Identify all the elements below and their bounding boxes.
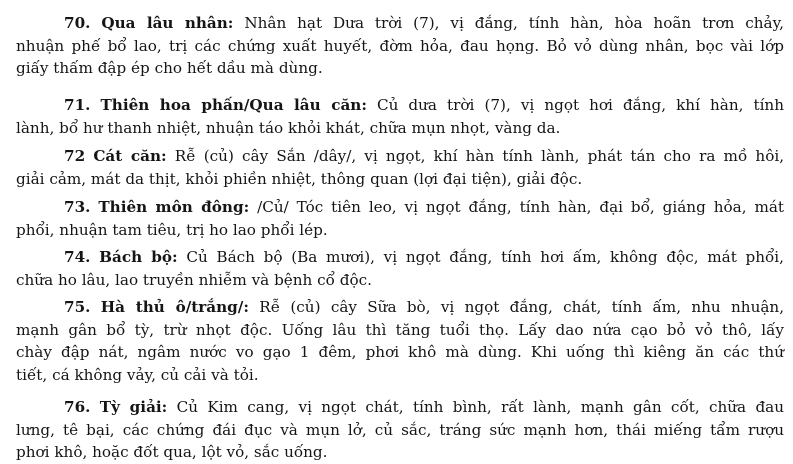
- entry-term: Cát căn:: [93, 147, 167, 165]
- entry-text: Rễ (củ) cây Sữa bò, vị ngọt đắng, chát, tính ấm, nhu nhuận,: [259, 298, 785, 316]
- entry-text: /Củ/ Tóc tiên leo, vị ngọt đắng, tính hàn, đại bổ, giáng hỏa, mát: [257, 198, 785, 216]
- entry-first-line: [16, 94, 784, 117]
- entry-text: giấy thấm đập ép cho hết dầu mà dùng.: [16, 59, 323, 78]
- entry-text: chữa ho lâu, lao truyền nhiễm và bệnh cổ độc.: [16, 270, 372, 289]
- entry-text: phổi, nhuận tam tiêu, trị ho lao phổi lép.: [16, 220, 328, 239]
- entry-term: Qua lâu nhân:: [101, 14, 234, 32]
- entry-first-line: [16, 145, 784, 168]
- entry-number: 74.: [64, 248, 91, 266]
- entry-text: mạnh gân bổ tỳ, trừ nhọt độc. Uống lâu thì tăng tuổi thọ. Lấy dao nứa cạo bỏ vỏ thô, lấy: [16, 320, 784, 339]
- entry-text: Củ Bách bộ (Ba mươi), vị ngọt đắng, tính hơi ấm, không độc, mát phổi,: [186, 248, 784, 266]
- entry-number: 70.: [64, 14, 91, 32]
- entry-70: [16, 12, 784, 80]
- entry-text: lưng, tê bại, các chứng đái đục và mụn lở, củ sắc, tráng sức mạnh hơn, thái miếng tẩm rượu: [16, 420, 784, 439]
- entry-first-line: [16, 12, 784, 35]
- entry-first-line: [16, 396, 784, 419]
- entry-term: Tỳ giải:: [99, 398, 168, 416]
- entry-text: phơi khô, hoặc đốt qua, lột vỏ, sắc uống.: [16, 443, 328, 462]
- entry-text: lành, bổ hư thanh nhiệt, nhuận táo khỏi khát, chữa mụn nhọt, vàng da.: [16, 118, 561, 137]
- entry-term: Thiên hoa phấn/Qua lâu căn:: [100, 96, 367, 114]
- entry-73: [16, 196, 784, 241]
- entry-text: nhuận phế bổ lao, trị các chứng xuất huyết, đờm hỏa, đau họng. Bỏ vỏ dùng nhân, bọc vài lớp: [16, 36, 784, 55]
- entry-72: [16, 145, 784, 190]
- entry-number: 72: [64, 147, 86, 165]
- entry-76: [16, 396, 784, 464]
- entry-first-line: [16, 196, 784, 219]
- entry-75: [16, 296, 784, 386]
- entry-text: chày đập nát, ngâm nước vo gạo 1 đêm, phơi khô mà dùng. Khi uống thì kiêng ăn các thứ: [16, 343, 784, 362]
- entry-number: 76.: [64, 398, 91, 416]
- entry-text: tiết, cá không vảy, củ cải và tỏi.: [16, 365, 259, 384]
- entry-text: Nhân hạt Dưa trời (7), vị đắng, tính hàn, hòa hoãn trơn chảy,: [244, 14, 784, 32]
- entry-term: Bách bộ:: [99, 248, 178, 266]
- entry-text: giải cảm, mát da thịt, khỏi phiền nhiệt, thông quan (lợi đại tiện), giải độc.: [16, 169, 583, 188]
- entry-number: 73.: [64, 198, 91, 216]
- entry-text: Rễ (củ) cây Sắn /dây/, vị ngọt, khí hàn tính lành, phát tán cho ra mồ hôi,: [174, 147, 785, 165]
- entry-74: [16, 246, 784, 291]
- entry-first-line: [16, 296, 784, 319]
- entry-number: 75.: [64, 298, 91, 316]
- entry-number: 71.: [64, 96, 91, 114]
- entry-term: Hà thủ ô/trắng/:: [100, 298, 249, 316]
- entry-first-line: [16, 246, 784, 269]
- entry-text: Củ dưa trời (7), vị ngọt hơi đắng, khí hàn, tính: [376, 96, 784, 114]
- entry-text: Củ Kim cang, vị ngọt chát, tính bình, rất lành, mạnh gân cốt, chữa đau: [176, 398, 784, 416]
- entry-term: Thiên môn đông:: [98, 198, 250, 216]
- entry-71: [16, 94, 784, 139]
